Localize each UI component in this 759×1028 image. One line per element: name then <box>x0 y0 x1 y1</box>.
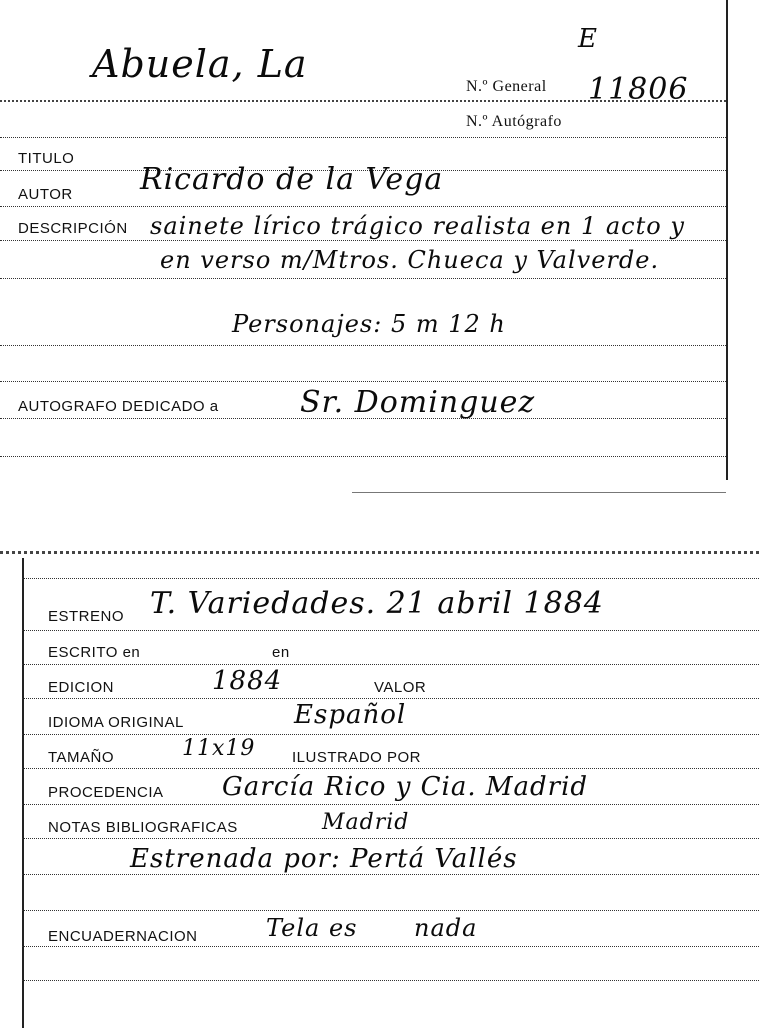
escrito-label: ESCRITO en <box>48 644 141 661</box>
dedicado-value: Sr. Dominguez <box>300 385 536 420</box>
rule-b5 <box>22 734 759 735</box>
card-border-right <box>726 0 728 480</box>
general-number-value: 11806 <box>588 72 689 107</box>
autografo-number-label: N.º Autógrafo <box>466 113 562 130</box>
valor-label: VALOR <box>374 679 427 696</box>
notas-label: NOTAS BIBLIOGRAFICAS <box>48 819 238 836</box>
escrito-en-label: en <box>272 644 290 661</box>
personajes-note: Personajes: 5 m 12 h <box>232 310 506 338</box>
rule-b11 <box>22 946 759 947</box>
autor-label: AUTOR <box>18 186 73 203</box>
tamano-label: TAMAÑO <box>48 749 115 766</box>
card-border-left <box>22 558 24 1028</box>
encuadernacion-label: ENCUADERNACION <box>48 928 198 945</box>
rule-b7 <box>22 804 759 805</box>
rule-b4 <box>22 698 759 699</box>
rule-2 <box>0 137 726 138</box>
descripcion-line-2: en verso m/Mtros. Chueca y Valverde. <box>160 246 660 274</box>
rule-b2 <box>22 630 759 631</box>
titulo-label: TITULO <box>18 150 75 167</box>
idioma-label: IDIOMA ORIGINAL <box>48 714 184 731</box>
rule-b12 <box>22 980 759 981</box>
estreno-value: T. Variedades. 21 abril 1884 <box>150 586 604 621</box>
rule-b9 <box>22 874 759 875</box>
estreno-label: ESTRENO <box>48 608 125 625</box>
procedencia-value: García Rico y Cia. Madrid <box>222 772 589 802</box>
edicion-label: EDICION <box>48 679 115 696</box>
procedencia-label: PROCEDENCIA <box>48 784 164 801</box>
descripcion-line-1: sainete lírico trágico realista en 1 acto y <box>150 212 685 240</box>
rule-bottom-edge <box>352 492 726 493</box>
rule-b1 <box>22 578 759 579</box>
catalog-card-top <box>0 0 759 500</box>
general-number-label: N.º General <box>466 78 547 95</box>
rule-b8 <box>22 838 759 839</box>
rule-b3 <box>22 664 759 665</box>
rule-10 <box>0 456 726 457</box>
catalog-card-bottom <box>22 548 759 1028</box>
rule-4 <box>0 206 726 207</box>
encuadernacion-value: Tela es <box>266 914 358 942</box>
autor-value: Ricardo de la Vega <box>140 162 444 197</box>
dedicado-label: AUTOGRAFO DEDICADO a <box>18 398 219 415</box>
rule-7 <box>0 345 726 346</box>
rule-5 <box>0 240 726 241</box>
idioma-value: Español <box>294 700 407 730</box>
rule-9 <box>0 418 726 419</box>
rule-1 <box>0 100 726 102</box>
rule-b10 <box>22 910 759 911</box>
notas-value-1: Madrid <box>322 810 410 835</box>
tamano-value: 11x19 <box>182 736 256 761</box>
letter-mark: E <box>578 24 598 54</box>
rule-b6 <box>22 768 759 769</box>
notas-value-2: Estrenada por: Pertá Vallés <box>130 844 518 874</box>
edicion-value: 1884 <box>212 666 283 696</box>
encuadernacion-value-2: nada <box>414 914 478 942</box>
work-title: Abuela, La <box>92 42 308 86</box>
descripcion-label: DESCRIPCIÓN <box>18 220 128 237</box>
ilustrado-label: ILUSTRADO POR <box>292 749 422 766</box>
rule-6 <box>0 278 726 279</box>
rule-8 <box>0 381 726 382</box>
